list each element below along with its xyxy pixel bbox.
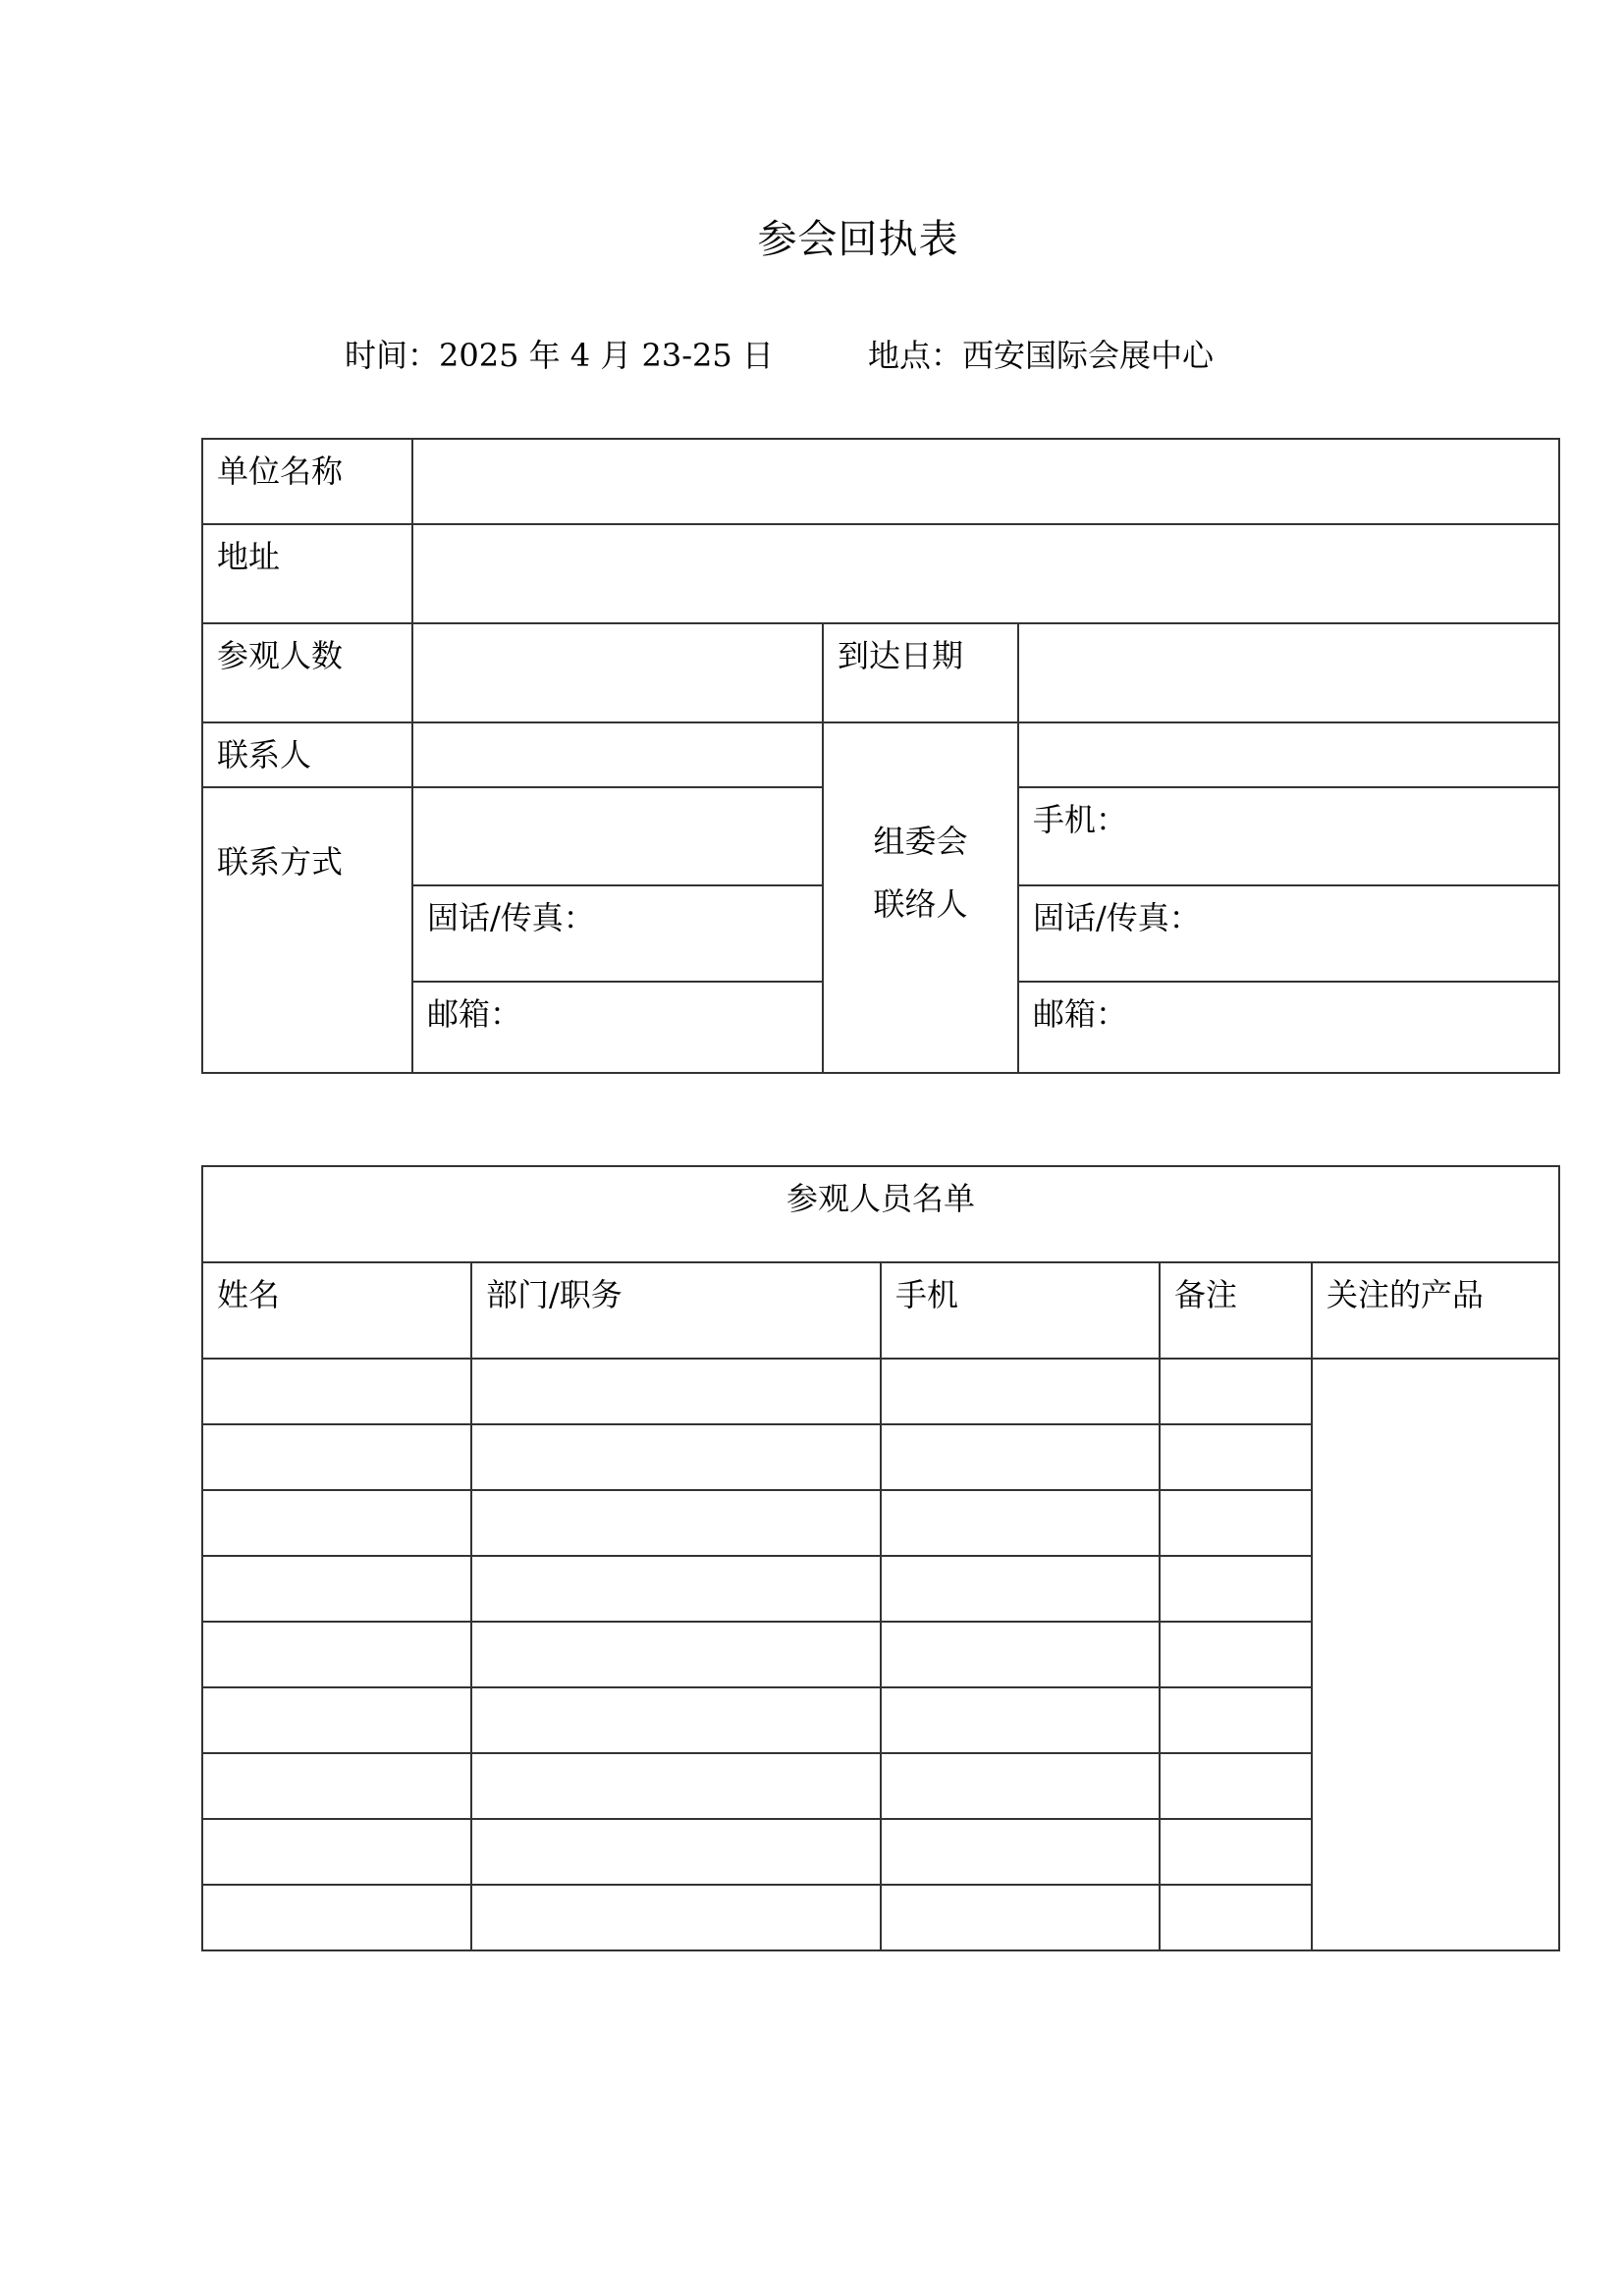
attendee-remarks-cell[interactable] — [1160, 1819, 1312, 1885]
contact-email-cell[interactable] — [412, 982, 823, 1073]
organizer-email-cell[interactable] — [1018, 982, 1559, 1073]
column-header-department: 部门/职务 — [471, 1262, 881, 1359]
attendee-department-cell[interactable] — [471, 1556, 881, 1622]
attendee-department-cell[interactable] — [471, 1622, 881, 1687]
contact-method-label-cell — [202, 787, 412, 1073]
visitors-count-label: 参观人数 — [217, 637, 344, 674]
attendee-remarks-cell[interactable] — [1160, 1490, 1312, 1556]
attendee-name-cell[interactable] — [202, 1687, 471, 1753]
registration-form-table — [201, 438, 1560, 1074]
organizer-mobile-label: 手机： — [1033, 801, 1128, 838]
attendee-section-title-cell — [202, 1166, 1559, 1262]
contact-person-label: 联系人 — [217, 736, 312, 774]
attendee-mobile-cell[interactable] — [881, 1753, 1160, 1819]
contact-person-label-cell — [202, 722, 412, 787]
visitors-count-label-cell — [202, 623, 412, 722]
attendee-department-cell[interactable] — [471, 1885, 881, 1950]
contact-phone-fax-cell[interactable] — [412, 885, 823, 982]
contact-method-label: 联系方式 — [217, 842, 344, 881]
organizer-contact-name-field[interactable] — [1018, 722, 1559, 787]
address-label-cell — [202, 524, 412, 623]
attendee-remarks-cell[interactable] — [1160, 1359, 1312, 1424]
attendee-name-cell[interactable] — [202, 1753, 471, 1819]
attendee-section-title: 参观人员名单 — [786, 1180, 976, 1217]
attendee-mobile-cell[interactable] — [881, 1819, 1160, 1885]
attendee-name-cell[interactable] — [202, 1490, 471, 1556]
attendee-mobile-cell[interactable] — [881, 1359, 1160, 1424]
attendee-list-table — [201, 1165, 1560, 1951]
attendee-remarks-cell[interactable] — [1160, 1424, 1312, 1490]
column-header-products: 关注的产品 — [1312, 1262, 1559, 1359]
event-time: 时间：2025 年 4 月 23-25 日 — [345, 337, 774, 374]
attendee-remarks-cell[interactable] — [1160, 1622, 1312, 1687]
contact-person-field[interactable] — [412, 722, 823, 787]
contact-email-label: 邮箱： — [427, 995, 522, 1033]
attendee-department-cell[interactable] — [471, 1687, 881, 1753]
attendee-department-cell[interactable] — [471, 1359, 881, 1424]
contact-mobile-field[interactable] — [412, 787, 823, 885]
attendee-name-cell[interactable] — [202, 1359, 471, 1424]
attendee-name-cell[interactable] — [202, 1622, 471, 1687]
attendee-name-cell[interactable] — [202, 1424, 471, 1490]
column-header-remarks: 备注 — [1160, 1262, 1312, 1359]
unit-name-field[interactable] — [412, 439, 1559, 524]
organizer-phone-fax-label: 固话/传真： — [1033, 899, 1201, 936]
arrival-date-label: 到达日期 — [838, 637, 964, 674]
organizer-contact-label-line2: 联络人 — [873, 884, 968, 923]
attendee-department-cell[interactable] — [471, 1753, 881, 1819]
arrival-date-label-cell — [823, 623, 1018, 722]
attendee-department-cell[interactable] — [471, 1490, 881, 1556]
attendee-mobile-cell[interactable] — [881, 1687, 1160, 1753]
attendee-remarks-cell[interactable] — [1160, 1753, 1312, 1819]
attendee-remarks-cell[interactable] — [1160, 1687, 1312, 1753]
attendee-mobile-cell[interactable] — [881, 1556, 1160, 1622]
arrival-date-field[interactable] — [1018, 623, 1559, 722]
attendee-row — [202, 1359, 1559, 1424]
visitors-count-field[interactable] — [412, 623, 823, 722]
attendee-department-cell[interactable] — [471, 1819, 881, 1885]
attendee-name-cell[interactable] — [202, 1885, 471, 1950]
column-header-mobile: 手机 — [881, 1262, 1160, 1359]
attendee-remarks-cell[interactable] — [1160, 1885, 1312, 1950]
address-label: 地址 — [217, 538, 281, 575]
attendee-remarks-cell[interactable] — [1160, 1556, 1312, 1622]
attendee-mobile-cell[interactable] — [881, 1490, 1160, 1556]
form-title: 参会回执表 — [757, 217, 959, 262]
attendee-mobile-cell[interactable] — [881, 1885, 1160, 1950]
organizer-mobile-cell[interactable] — [1018, 787, 1559, 885]
column-header-name: 姓名 — [202, 1262, 471, 1359]
products-of-interest-cell[interactable] — [1312, 1359, 1559, 1950]
address-field[interactable] — [412, 524, 1559, 623]
attendee-name-cell[interactable] — [202, 1819, 471, 1885]
organizer-contact-label-line1: 组委会 — [873, 822, 968, 860]
organizer-contact-label-cell — [823, 722, 1018, 1073]
attendee-name-cell[interactable] — [202, 1556, 471, 1622]
attendee-department-cell[interactable] — [471, 1424, 881, 1490]
attendee-mobile-cell[interactable] — [881, 1424, 1160, 1490]
unit-name-label: 单位名称 — [217, 453, 344, 490]
attendee-mobile-cell[interactable] — [881, 1622, 1160, 1687]
unit-name-label-cell — [202, 439, 412, 524]
contact-phone-fax-label: 固话/传真： — [427, 899, 595, 936]
organizer-email-label: 邮箱： — [1033, 995, 1128, 1033]
organizer-phone-fax-cell[interactable] — [1018, 885, 1559, 982]
event-place: 地点：西安国际会展中心 — [868, 337, 1215, 374]
